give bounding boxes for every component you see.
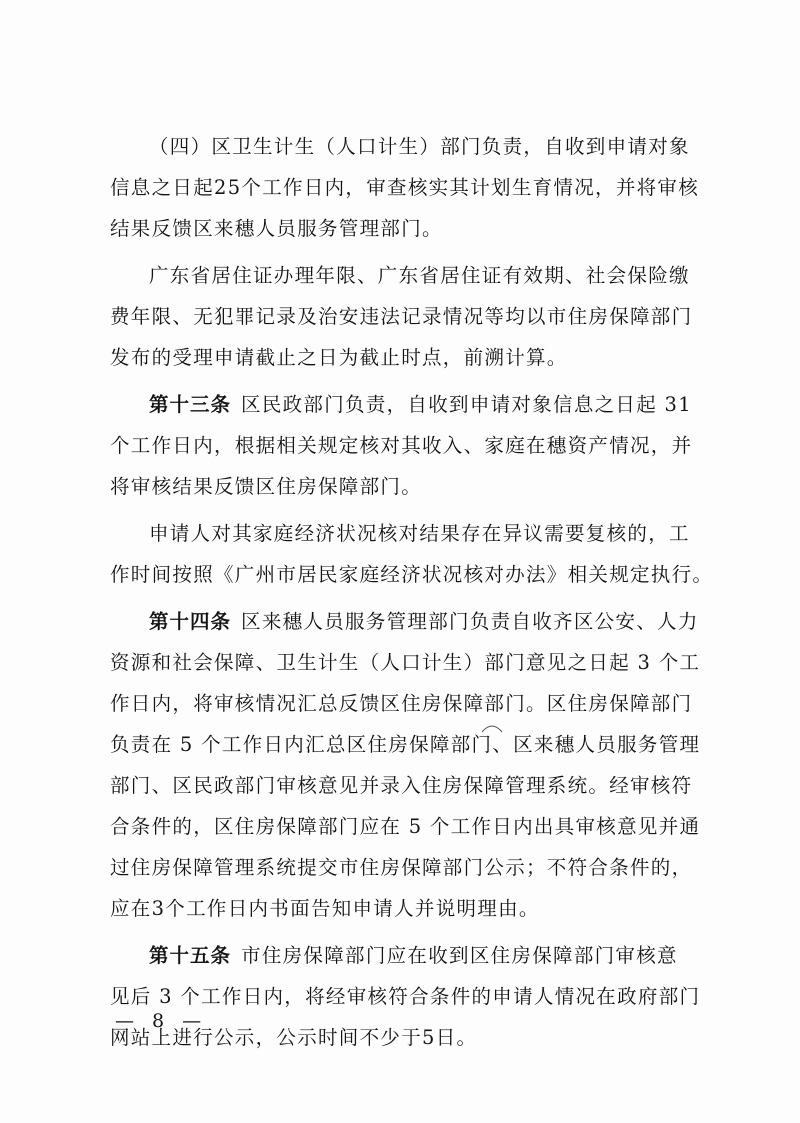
text-line: 个工作日内，根据相关规定核对其收入、家庭在穗资产情况，并	[110, 434, 693, 457]
article-text: 区来穗人员服务管理部门负责自收齐区公安、人力	[241, 610, 699, 633]
text-line: 合条件的，区住房保障部门应在 5 个工作日内出具审核意见并通	[110, 815, 701, 838]
text-line: 结果反馈区来穗人员服务管理部门。	[110, 217, 443, 240]
scan-mark-icon	[480, 720, 504, 734]
text-line	[110, 935, 710, 976]
text-line	[110, 384, 710, 425]
text-line: 发布的受理申请截止之日为截止时点，前溯计算。	[110, 346, 568, 369]
paragraph-review-objection	[110, 513, 714, 595]
paragraph-article-13	[110, 384, 710, 507]
paragraph-article-14	[110, 601, 710, 929]
article-heading: 第十四条	[149, 610, 232, 633]
text-line: 将审核结果反馈区住房保障部门。	[110, 475, 423, 498]
text-line: 作时间按照《广州市居民家庭经济状况核对办法》相关规定执行。	[110, 563, 714, 586]
text-line	[110, 601, 710, 642]
text-line: 费年限、无犯罪记录及治安违法记录情况等均以市住房保障部门	[110, 305, 693, 328]
text-line: 网站上进行公示，公示时间不少于5日。	[110, 1026, 478, 1049]
article-text: 市住房保障部门应在收到区住房保障部门审核意	[241, 944, 678, 967]
paragraph-district-health	[110, 126, 710, 249]
text-line: 过住房保障管理系统提交市住房保障部门公示；不符合条件的，	[110, 856, 693, 879]
text-line: 见后 3 个工作日内，将经审核符合条件的申请人情况在政府部门	[110, 985, 701, 1008]
article-text: 区民政部门负责，自收到申请对象信息之日起 31	[241, 393, 692, 416]
page-number: — 8 —	[115, 1010, 208, 1032]
paragraph-article-15	[110, 935, 710, 1058]
text-line: （四）区卫生计生（人口计生）部门负责，自收到申请对象	[149, 135, 690, 158]
text-line: 资源和社会保障、卫生计生（人口计生）部门意见之日起 3 个工	[110, 651, 701, 674]
text-line: 广东省居住证办理年限、广东省居住证有效期、社会保险缴	[149, 264, 690, 287]
text-line: 信息之日起25个工作日内，审查核实其计划生育情况，并将审核	[110, 176, 700, 199]
paragraph-cutoff-time	[110, 255, 710, 378]
article-heading: 第十五条	[149, 944, 232, 967]
text-line: 应在3个工作日内书面告知申请人并说明理由。	[110, 897, 540, 920]
text-line: 负责在 5 个工作日内汇总区住房保障部门、区来穗人员服务管理	[110, 733, 701, 756]
text-line: 申请人对其家庭经济状况核对结果存在异议需要复核的，工	[149, 522, 690, 545]
article-heading: 第十三条	[149, 393, 232, 416]
text-line: 部门、区民政部门审核意见并录入住房保障管理系统。经审核符	[110, 774, 693, 797]
document-body	[110, 126, 714, 1058]
text-line: 作日内，将审核情况汇总反馈区住房保障部门。区住房保障部门	[110, 692, 693, 715]
